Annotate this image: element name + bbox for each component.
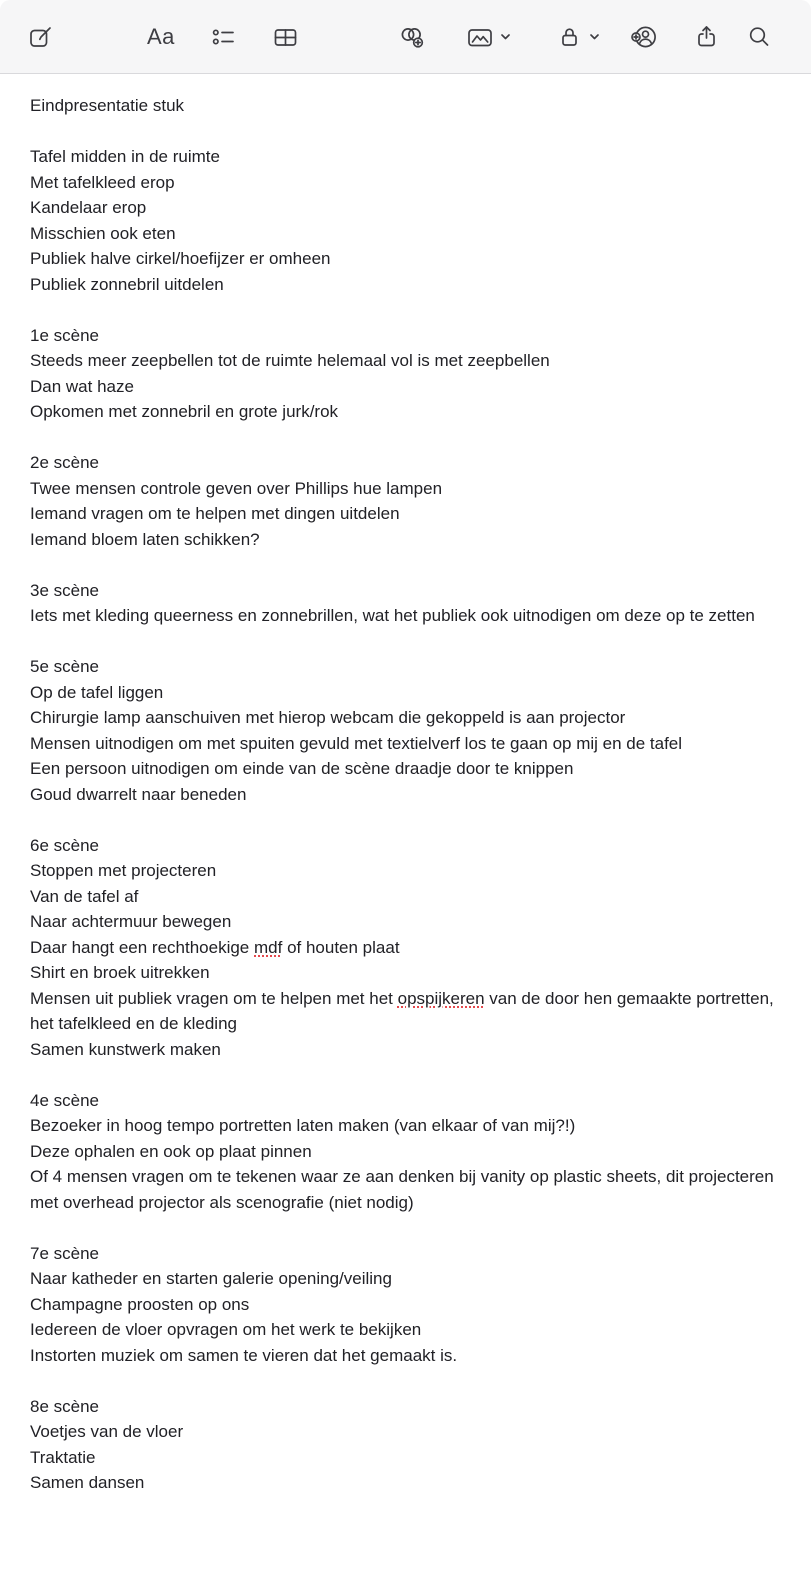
lock-button[interactable] — [556, 23, 601, 50]
note-line: Mensen uitnodigen om met spuiten gevuld met textielverf los te gaan op mij en de tafel — [30, 733, 683, 753]
note-line: 5e scène — [30, 657, 99, 676]
note-line: Twee mensen controle geven over Phillips hue lampen — [30, 478, 443, 498]
chevron-down-icon — [588, 30, 601, 43]
note-line: Op de tafel liggen — [30, 682, 164, 702]
note-line: Opkomen met zonnebril en grote jurk/rok — [30, 402, 339, 421]
paragraph — [30, 833, 781, 1063]
note-line: 6e scène — [30, 835, 99, 855]
note-line: Chirurgie lamp aanschuiven met hierop webcam die gekoppeld is aan projector — [30, 708, 626, 727]
note-line: 2e scène — [30, 453, 99, 472]
note-line: Dan wat haze — [30, 376, 134, 396]
text-segment: van de door hen gemaakte portretten, het tafelkleed en de kleding — [30, 988, 779, 1033]
paragraph — [30, 1394, 781, 1496]
note-line: Traktatie — [30, 1447, 96, 1467]
add-link-button[interactable] — [398, 23, 425, 50]
note-line: Samen kunstwerk maken — [30, 1039, 221, 1059]
share-icon — [693, 23, 720, 50]
compose-button[interactable] — [27, 23, 54, 50]
search-button[interactable] — [746, 23, 773, 50]
note-line: Iets met kleding queerness en zonnebrillen, wat het publiek ook uitnodigen om deze op te zetten — [30, 606, 755, 625]
compose-icon — [27, 23, 54, 50]
note-line: Of 4 mensen vragen om te tekenen waar ze aan denken bij vanity op plastic sheets, dit projecteren met overhead projector als scenografie (niet nodig) — [30, 1167, 779, 1212]
format-aa-icon: Aa — [147, 23, 175, 49]
note-line: 4e scène — [30, 1090, 99, 1110]
add-person-icon — [631, 23, 659, 51]
note-line: Met tafelkleed erop — [30, 172, 175, 192]
note-line: Instorten muziek om samen te vieren dat het gemaakt is. — [30, 1345, 458, 1365]
note-line: Naar katheder en starten galerie opening/veiling — [30, 1269, 392, 1288]
note-line — [30, 986, 781, 1037]
note-line: Kandelaar erop — [30, 198, 147, 217]
paragraph — [30, 450, 781, 552]
note-line: Voetjes van de vloer — [30, 1422, 184, 1441]
note-line: Deze ophalen en ook op plaat pinnen — [30, 1141, 312, 1161]
note-line: Stoppen met projecteren — [30, 861, 217, 880]
checklist-button[interactable] — [210, 23, 237, 50]
paragraph — [30, 578, 781, 629]
format-button[interactable] — [147, 23, 175, 49]
note-line: 7e scène — [30, 1243, 99, 1263]
media-button[interactable] — [466, 23, 512, 50]
toolbar — [0, 0, 811, 74]
note-line: Shirt en broek uitrekken — [30, 963, 210, 982]
note-line: 1e scène — [30, 325, 99, 345]
note-line — [30, 935, 781, 961]
paragraph — [30, 144, 781, 297]
note-line: 3e scène — [30, 580, 99, 600]
note-line: Publiek halve cirkel/hoefijzer er omheen — [30, 249, 331, 268]
note-line: Publiek zonnebril uitdelen — [30, 274, 224, 294]
lock-icon — [556, 23, 583, 50]
note-content[interactable] — [0, 74, 811, 1536]
note-line: Iedereen de vloer opvragen om het werk te bekijken — [30, 1320, 422, 1339]
add-person-button[interactable] — [631, 23, 659, 51]
note-title: Eindpresentatie stuk — [30, 96, 185, 115]
misspelled-word: opspijkeren — [397, 988, 485, 1008]
table-icon — [272, 23, 299, 50]
paragraph — [30, 654, 781, 807]
note-line: Goud dwarrelt naar beneden — [30, 784, 247, 804]
note-line: 8e scène — [30, 1396, 99, 1416]
checklist-icon — [210, 23, 237, 50]
table-button[interactable] — [272, 23, 299, 50]
note-line: Naar achtermuur bewegen — [30, 912, 232, 931]
paragraph — [30, 1241, 781, 1369]
paragraph — [30, 1088, 781, 1216]
note-line: Tafel midden in de ruimte — [30, 147, 220, 166]
note-line: Bezoeker in hoog tempo portretten laten maken (van elkaar of van mij?!) — [30, 1116, 576, 1135]
note-line: Misschien ook eten — [30, 223, 176, 243]
misspelled-word: mdf — [254, 937, 283, 957]
note-line: Champagne proosten op ons — [30, 1294, 250, 1314]
chevron-down-icon — [499, 30, 512, 43]
add-link-icon — [398, 23, 425, 50]
note-line: Iemand bloem laten schikken? — [30, 529, 260, 549]
text-segment: Mensen uit publiek vragen om te helpen met het — [30, 988, 398, 1008]
search-icon — [746, 23, 773, 50]
paragraph — [30, 323, 781, 425]
note-body — [30, 144, 781, 1496]
media-icon — [466, 23, 494, 50]
note-line: Samen dansen — [30, 1473, 145, 1492]
note-line: Een persoon uitnodigen om einde van de scène draadje door te knippen — [30, 759, 574, 778]
share-button[interactable] — [693, 23, 720, 50]
note-line: Steeds meer zeepbellen tot de ruimte helemaal vol is met zeepbellen — [30, 351, 550, 370]
note-line: Van de tafel af — [30, 886, 139, 906]
note-line: Iemand vragen om te helpen met dingen uitdelen — [30, 504, 400, 523]
text-segment: Daar hangt een rechthoekige — [30, 937, 254, 957]
text-segment: of houten plaat — [282, 937, 400, 957]
